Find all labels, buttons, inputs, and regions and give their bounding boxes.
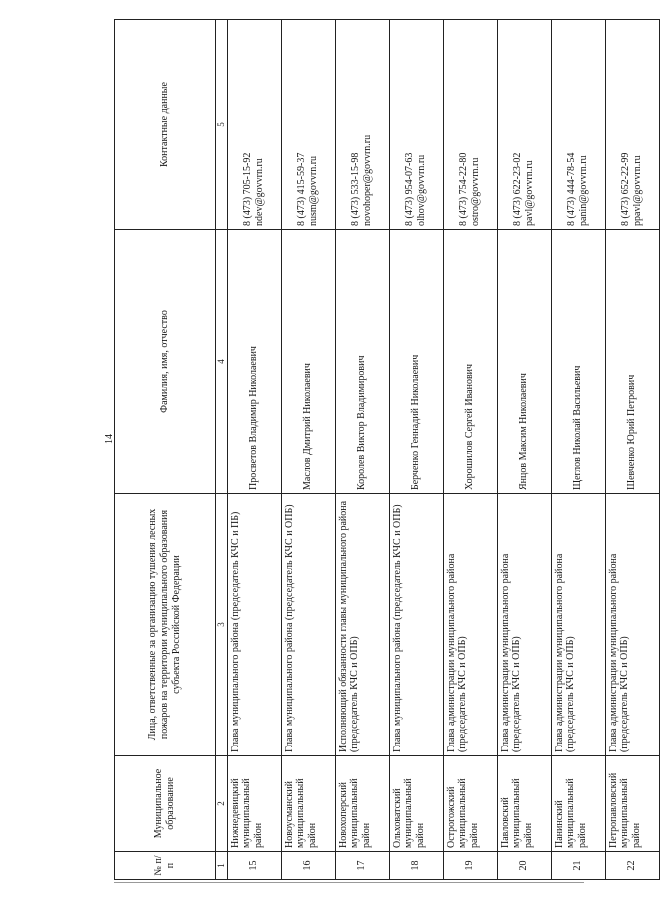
phone-text: 8 (473) 444-78-54 (566, 152, 578, 226)
contact-cell (281, 20, 335, 230)
fio-cell: Королев Виктор Владимирович (335, 230, 389, 494)
email-text: ostro@govvrn.ru (470, 157, 482, 226)
column-number-row (216, 20, 228, 880)
fio-cell: Хорошилов Сергей Иванович (443, 230, 497, 494)
position-cell: Глава администрации муниципального района (председатель КЧС и ОПБ) (605, 494, 659, 756)
table-header-row (115, 20, 216, 880)
municipality-cell: Новоусманский муниципальный район (281, 756, 335, 852)
position-cell: Глава администрации муниципального района (председатель КЧС и ОПБ) (551, 494, 605, 756)
contact-cell (227, 20, 281, 230)
email-text: olhov@govvrn.ru (416, 154, 428, 226)
position-cell: Глава муниципального района (председатель КЧС и ПБ) (227, 494, 281, 756)
contact-cell (443, 20, 497, 230)
fio-cell: Шевченко Юрий Петрович (605, 230, 659, 494)
column-number: 3 (216, 494, 228, 756)
phone-text: 8 (473) 705-15-92 (242, 152, 254, 226)
forest-fire-responsible-table (114, 19, 660, 880)
phone-text: 8 (473) 754-22-80 (458, 152, 470, 226)
position-cell: Глава муниципального района (председатель КЧС и ОПБ) (281, 494, 335, 756)
rotated-page-content (114, 20, 644, 880)
page-bottom-rule (114, 882, 584, 883)
header-municipality: Муниципальное образование (115, 756, 216, 852)
row-number: 19 (443, 852, 497, 880)
table-row (551, 20, 605, 880)
contact-cell (551, 20, 605, 230)
contact-cell (605, 20, 659, 230)
contact-cell (335, 20, 389, 230)
table-row (497, 20, 551, 880)
position-cell: Глава администрации муниципального района (председатель КЧС и ОПБ) (497, 494, 551, 756)
table-row (605, 20, 659, 880)
header-responsible: Лица, ответственные за организацию тушения лесных пожаров на территории муниципального образования субъекта Российской Федерации (115, 494, 216, 756)
email-text: pavl@govvrn.ru (524, 160, 536, 226)
row-number: 16 (281, 852, 335, 880)
page-number: 14 (104, 434, 115, 444)
row-number: 18 (389, 852, 443, 880)
contact-cell (389, 20, 443, 230)
position-cell: Исполняющий обязанности главы муниципального района (председатель КЧС и ОПБ) (335, 494, 389, 756)
table-row (443, 20, 497, 880)
email-text: panin@govvrn.ru (578, 155, 590, 226)
phone-text: 8 (473) 533-15-98 (350, 152, 362, 226)
column-number: 5 (216, 20, 228, 230)
fio-cell: Берченко Геннадий Николаевич (389, 230, 443, 494)
row-number: 22 (605, 852, 659, 880)
position-cell: Глава муниципального района (председатель КЧС и ОПБ) (389, 494, 443, 756)
contact-cell (497, 20, 551, 230)
email-text: ppavl@govvrn.ru (632, 155, 644, 226)
email-text: ndev@govvrn.ru (254, 158, 266, 226)
row-number: 17 (335, 852, 389, 880)
municipality-cell: Петропавловский муниципальный район (605, 756, 659, 852)
email-text: novohoper@govvrn.ru (362, 134, 374, 226)
header-num: № п/п (115, 852, 216, 880)
column-number: 4 (216, 230, 228, 494)
phone-text: 8 (473) 954-07-63 (404, 152, 416, 226)
phone-text: 8 (473) 415-59-37 (296, 152, 308, 226)
header-contacts: Контактные данные (115, 20, 216, 230)
column-number: 2 (216, 756, 228, 852)
row-number: 15 (227, 852, 281, 880)
fio-cell: Маслов Дмитрий Николаевич (281, 230, 335, 494)
phone-text: 8 (473) 622-23-02 (512, 152, 524, 226)
column-number: 1 (216, 852, 228, 880)
table-row (281, 20, 335, 880)
phone-text: 8 (473) 652-22-99 (620, 152, 632, 226)
municipality-cell: Павловский муниципальный район (497, 756, 551, 852)
table-row (335, 20, 389, 880)
row-number: 21 (551, 852, 605, 880)
fio-cell: Просветов Владимир Николаевич (227, 230, 281, 494)
municipality-cell: Ольховатский муниципальный район (389, 756, 443, 852)
municipality-cell: Панинский муниципальный район (551, 756, 605, 852)
email-text: nusm@govvrn.ru (308, 155, 320, 226)
table-row (227, 20, 281, 880)
fio-cell: Янцов Максим Николаевич (497, 230, 551, 494)
municipality-cell: Острогожский муниципальный район (443, 756, 497, 852)
fio-cell: Щеглов Николай Васильевич (551, 230, 605, 494)
table-row (389, 20, 443, 880)
row-number: 20 (497, 852, 551, 880)
header-fio: Фамилия, имя, отчество (115, 230, 216, 494)
municipality-cell: Нижнедевицкий муниципальный район (227, 756, 281, 852)
municipality-cell: Новохоперский муниципальный район (335, 756, 389, 852)
position-cell: Глава администрации муниципального района (председатель КЧС и ОПБ) (443, 494, 497, 756)
